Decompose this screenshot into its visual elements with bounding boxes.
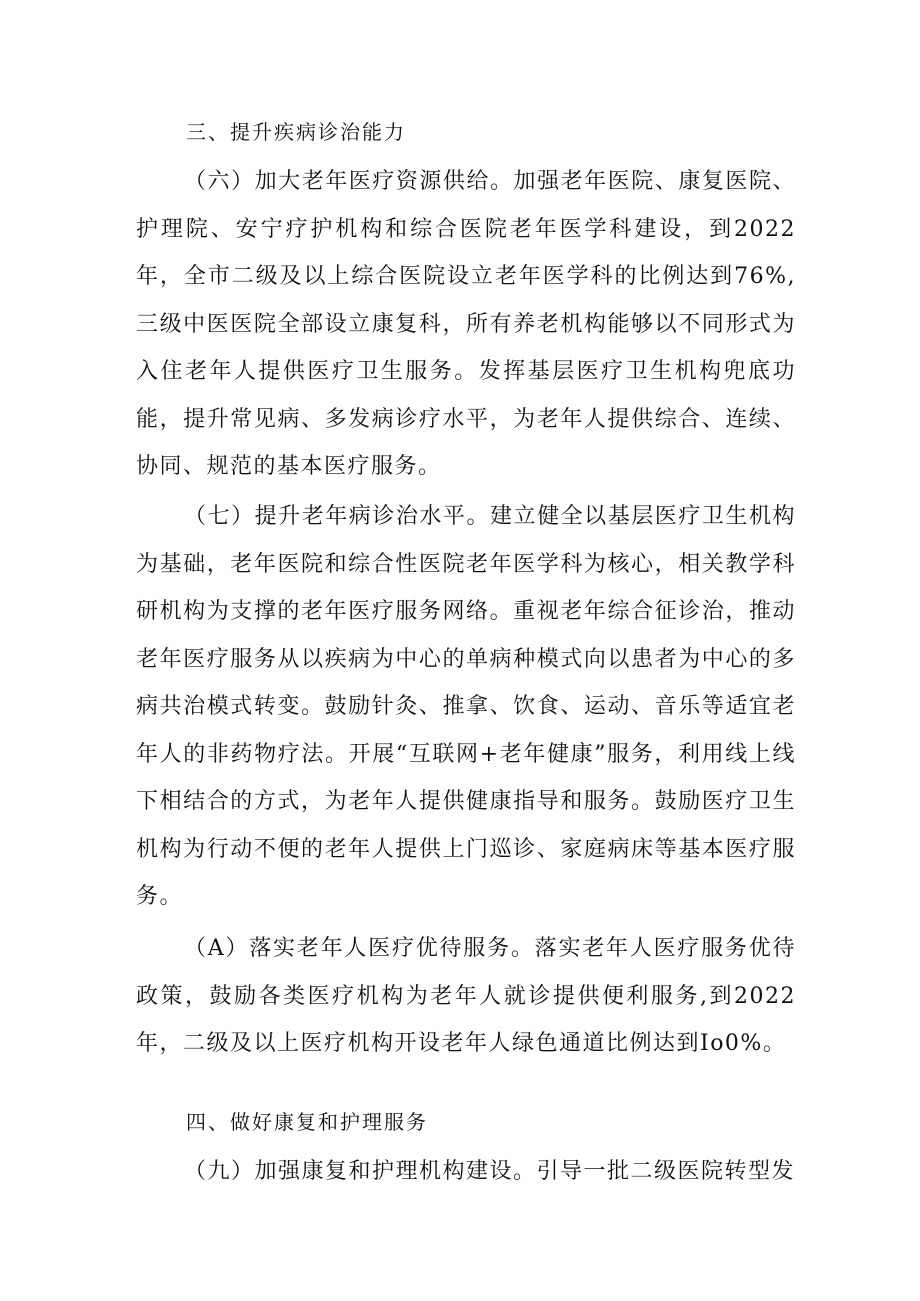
paragraph: （A）落实老年人医疗优待服务。落实老年人医疗服务优待政策，鼓励各类医疗机构为老年人就诊提供便利服务,到2022年，二级及以上医疗机构开设老年人绿色通道比例达到Io0%。 xyxy=(136,936,796,1056)
section-heading: 四、做好康复和护理服务 xyxy=(186,1110,428,1134)
paragraph: （九）加强康复和护理机构建设。引导一批二级医院转型发 xyxy=(184,1159,796,1184)
section-heading: 三、提升疾病诊治能力 xyxy=(186,120,406,144)
paragraph: （七）提升老年病诊治水平。建立健全以基层医疗卫生机构为基础，老年医院和综合性医院老年医学科为核心，相关教学科研机构为支撑的老年医疗服务网络。重视老年综合征诊治，推动老年医疗服务从以疾病为中心的单病种模式向以患者为中心的多病共治模式转变。鼓励针灸、推拿、饮食、运动、音乐等适宜老年人的非药物疗法。开展“互联网+老年健康”服务，利用线上线下相结合的方式，为老年人提供健康指导和服务。鼓励医疗卫生机构为行动不便的老年人提供上门巡诊、家庭病床等基本医疗服务。 xyxy=(136,504,796,909)
paragraph: （六）加大老年医疗资源供给。加强老年医院、康复医院、护理院、安宁疗护机构和综合医院老年医学科建设，到2022年，全市二级及以上综合医院设立老年医学科的比例达到76%,三级中医医院全部设立康复科，所有养老机构能够以不同形式为入住老年人提供医疗卫生服务。发挥基层医疗卫生机构兜底功能，提升常见病、多发病诊疗水平，为老年人提供综合、连续、协同、规范的基本医疗服务。 xyxy=(136,169,796,479)
